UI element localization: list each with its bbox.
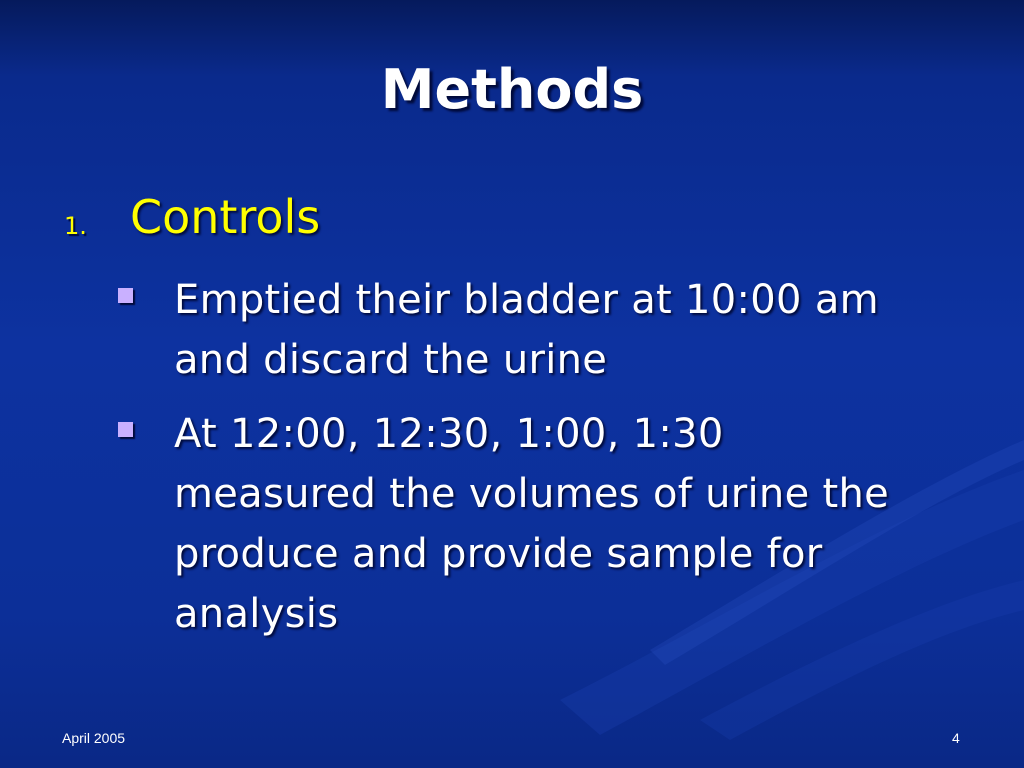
numbered-list-item	[64, 190, 964, 254]
list-number: 1.	[64, 212, 87, 240]
section-heading: Controls	[130, 190, 321, 244]
slide-title: Methods	[380, 58, 644, 121]
square-bullet-icon	[118, 288, 133, 303]
bullet-item	[118, 270, 918, 390]
bullet-text: At 12:00, 12:30, 1:00, 1:30 measured the volumes of urine the produce and provide sample for analysis	[174, 411, 890, 637]
bullet-item	[118, 404, 918, 644]
square-bullet-icon	[118, 422, 133, 437]
footer-date: April 2005	[62, 730, 126, 746]
page-number: 4	[952, 730, 960, 746]
bullet-text: Emptied their bladder at 10:00 am and discard the urine	[174, 277, 879, 383]
